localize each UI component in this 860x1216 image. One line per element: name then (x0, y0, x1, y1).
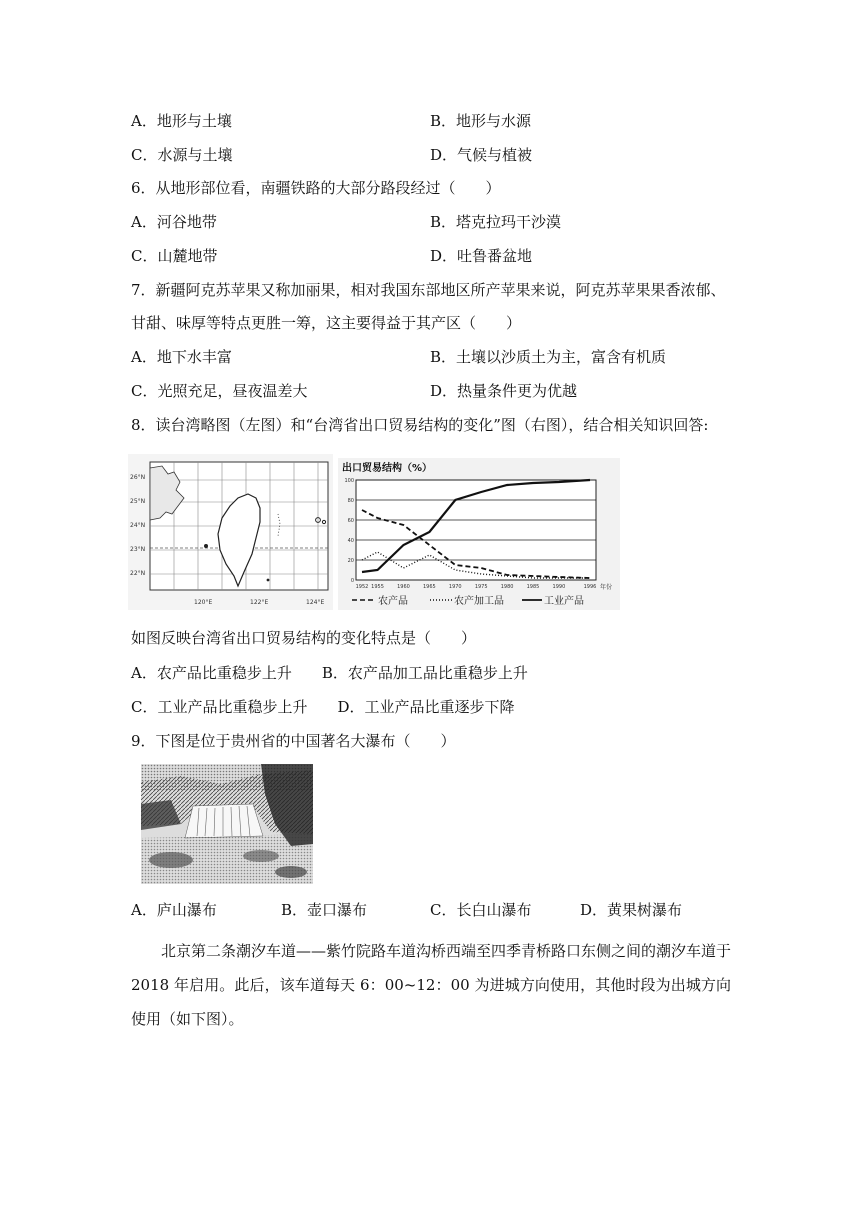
taiwan-map-figure (128, 454, 333, 610)
q9-option-c: C．长白山瀑布 (430, 901, 532, 919)
x-axis-label: 年份 (600, 584, 613, 591)
q7-option-d: D．热量条件更为优越 (430, 382, 578, 400)
q9-stem: 9．下图是位于贵州省的中国著名大瀑布（ ） (131, 732, 456, 750)
lat-label: 24°N (130, 522, 146, 529)
export-chart-svg (338, 458, 620, 610)
q6-stem: 6．从地形部位看，南疆铁路的大部分路段经过（ ） (131, 179, 501, 197)
export-structure-chart (338, 458, 620, 610)
chart-title: 出口贸易结构（%） (342, 463, 433, 474)
x-tick-label: 1975 (474, 584, 488, 590)
y-tick-label: 100 (344, 478, 354, 484)
x-tick-label: 1955 (371, 584, 384, 590)
q7-option-a: A．地下水丰富 (131, 348, 232, 366)
x-tick-label: 1985 (526, 584, 540, 590)
x-tick-label: 1965 (422, 584, 436, 590)
q9-option-a: A．庐山瀑布 (131, 901, 217, 919)
q5-option-d: D．气候与植被 (430, 146, 533, 164)
taiwan-map-svg (128, 454, 333, 610)
lat-label: 25°N (130, 498, 146, 505)
lon-label: 124°E (306, 599, 325, 606)
q9-option-b: B．壶口瀑布 (281, 901, 368, 919)
legend-processed: 农产加工品 (454, 596, 504, 607)
q7-stem-line1: 7．新疆阿克苏苹果又称加丽果，相对我国东部地区所产苹果来说，阿克苏苹果果香浓郁、 (131, 281, 726, 299)
lat-label: 22°N (130, 570, 146, 577)
q7-stem-line2: 甘甜、味厚等特点更胜一筹，这主要得益于其产区（ ） (131, 314, 522, 332)
y-tick-label: 60 (347, 518, 354, 524)
y-tick-label: 40 (347, 538, 354, 544)
q7-option-b: B．土壤以沙质土为主，富含有机质 (430, 348, 667, 366)
legend-industrial: 工业产品 (544, 596, 584, 607)
waterfall-photo-svg (141, 764, 313, 884)
y-tick-label: 80 (347, 498, 354, 504)
penghu-island (204, 544, 208, 548)
q6-option-b: B．塔克拉玛干沙漠 (430, 213, 562, 231)
y-tick-label: 0 (350, 578, 354, 584)
x-tick-label: 1996 (583, 584, 597, 590)
x-tick-label: 1980 (500, 584, 514, 590)
plot-area (356, 480, 596, 580)
x-tick-label: 1990 (552, 584, 566, 590)
lon-label: 122°E (250, 599, 269, 606)
q8-options-cd: C．工业产品比重稳步上升 D．工业产品比重逐步下降 (131, 698, 515, 716)
q9-option-d: D．黄果树瀑布 (580, 901, 683, 919)
lon-label: 120°E (194, 599, 213, 606)
y-tick-label: 20 (347, 558, 354, 564)
waterfall-photo (141, 764, 313, 884)
q8-sub-question: 如图反映台湾省出口贸易结构的变化特点是（ ） (131, 629, 477, 647)
x-tick-label: 1970 (448, 584, 462, 590)
legend-agri: 农产品 (378, 596, 408, 607)
q8-stem: 8．读台湾略图（左图）和“台湾省出口贸易结构的变化”图（右图），结合相关知识回答: (131, 416, 709, 434)
x-tick-label: 1960 (397, 584, 410, 590)
lat-label: 26°N (130, 474, 146, 481)
q6-option-a: A．河谷地带 (131, 213, 217, 231)
lat-label: 23°N (130, 546, 146, 553)
x-tick-label: 1952 (355, 584, 369, 590)
q5-option-c: C．水源与土壤 (131, 146, 233, 164)
q5-option-b: B．地形与水源 (430, 112, 532, 130)
q7-option-c: C．光照充足，昼夜温差大 (131, 382, 308, 400)
q5-option-a: A．地形与土壤 (131, 112, 232, 130)
q6-option-c: C．山麓地带 (131, 247, 218, 265)
islet (267, 579, 270, 582)
reading-passage: 北京第二条潮汐车道——紫竹院路车道沟桥西端至四季青桥路口东侧之间的潮汐车道于 2018 年启用。此后，该车道每天 6：00~12：00 为进城方向使用，其他时段为出城方向使用（如下图）。 (131, 942, 732, 1028)
q6-option-d: D．吐鲁番盆地 (430, 247, 533, 265)
q8-options-ab: A．农产品比重稳步上升 B．农产品加工品比重稳步上升 (131, 664, 528, 682)
